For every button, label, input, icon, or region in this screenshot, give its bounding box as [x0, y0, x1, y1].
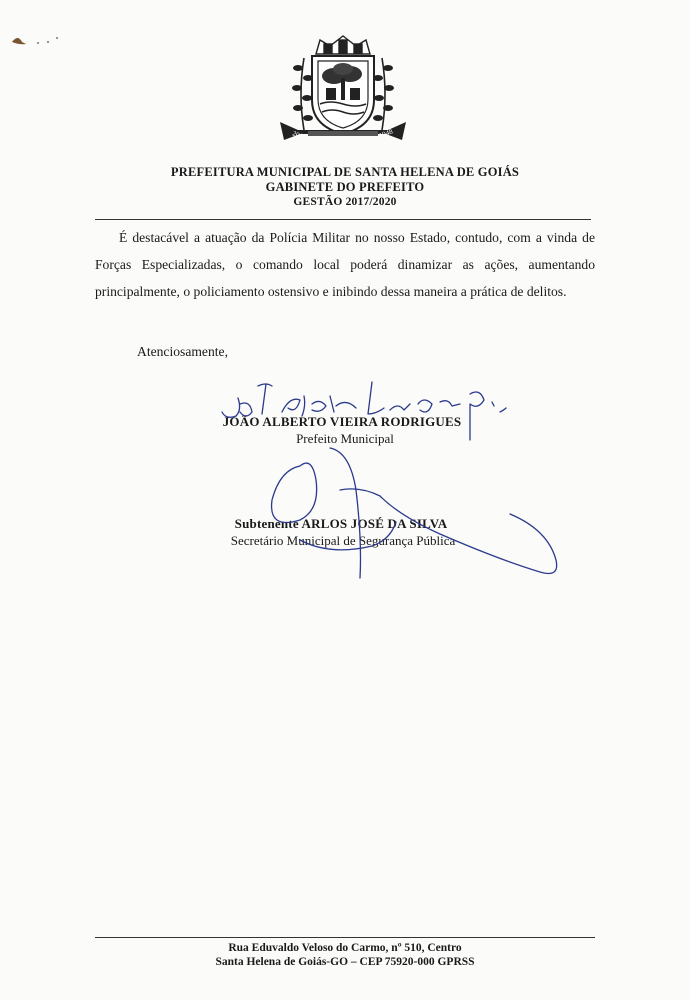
signatory-name: JOÃO ALBERTO VIEIRA RODRIGUES [222, 414, 462, 429]
svg-text:1948: 1948 [377, 127, 394, 140]
department-name: GABINETE DO PREFEITO [265, 180, 425, 194]
signature-block-secretary [0, 516, 690, 549]
municipal-coat-of-arms-icon [268, 34, 418, 152]
signatory-name: Subtenente ARLOS JOSÉ DA SILVA [234, 516, 448, 531]
administration-term: GESTÃO 2017/2020 [293, 196, 397, 208]
footer-divider [95, 937, 595, 938]
footer-address [0, 941, 690, 969]
institution-name: PREFEITURA MUNICIPAL DE SANTA HELENA DE GOIÁS [170, 165, 520, 179]
body-paragraph: É destacável a atuação da Polícia Militar no nosso Estado, contudo, com a vinda de Forças Especializadas, o comando local poderá dinamizar as ações, aumentando principalmente, o policiamento ostensivo e inibindo dessa maneira a prática de delitos. [95, 230, 595, 299]
letterhead [0, 165, 690, 210]
letter-body [95, 224, 595, 305]
footer-city: Santa Helena de Goiás-GO – CEP 75920-000 GPRSS [215, 956, 475, 968]
svg-text:2017: 2017 [291, 129, 308, 142]
footer-street: Rua Eduvaldo Veloso do Carmo, nº 510, Centro [228, 942, 462, 954]
signatory-role: Prefeito Municipal [296, 431, 394, 446]
ink-smudge-icon [8, 26, 68, 50]
closing-salutation: Atenciosamente, [137, 344, 228, 359]
header-divider [95, 219, 591, 220]
secretary-signature-icon [272, 463, 317, 522]
signatory-role: Secretário Municipal de Segurança Pública [230, 533, 456, 548]
signature-block-mayor [0, 414, 690, 447]
